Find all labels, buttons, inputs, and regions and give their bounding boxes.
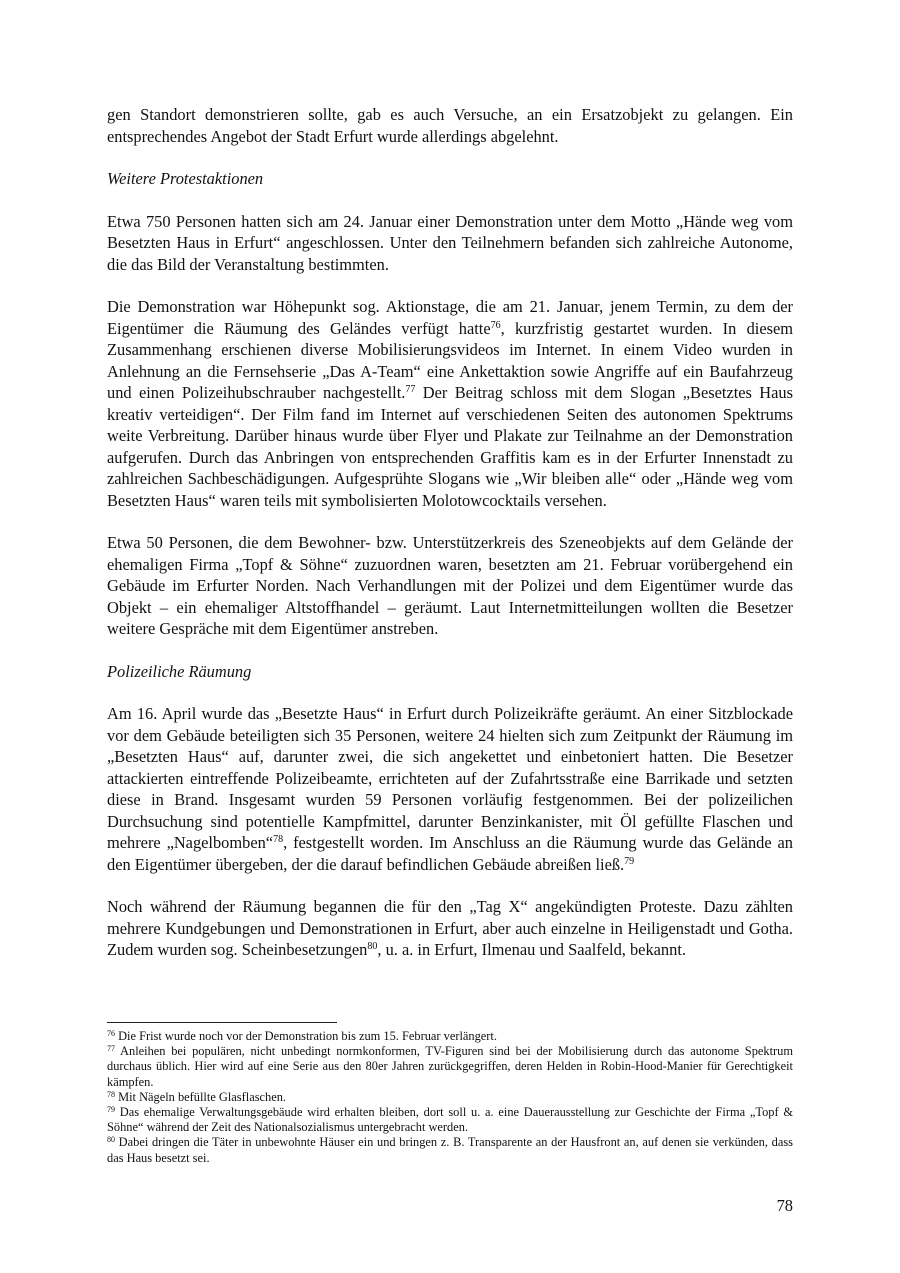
footnote-text: Die Frist wurde noch vor der Demonstration bis zum 15. Februar verlängert. [115, 1029, 497, 1043]
text-segment: , festgestellt worden. Im Anschluss an die Räumung wurde das Gelände an den Eigentümer übergeben, der die darauf befindlichen Gebäude abreißen ließ. [107, 833, 793, 874]
paragraph [107, 703, 793, 875]
footnotes [107, 1029, 793, 1166]
section-heading [107, 168, 793, 190]
footnote [107, 1044, 793, 1090]
text-segment: , u. a. in Erfurt, Ilmenau und Saalfeld, bekannt. [377, 940, 686, 959]
footnote-text: Mit Nägeln befüllte Glasflaschen. [115, 1089, 287, 1104]
text-segment: Die Demonstration war Höhepunkt sog. Aktionstage, die am 21. Januar, jenem Termin, zu dem der Eigentümer die Räumung des Geländes verfügt hatte [107, 297, 793, 338]
footnote-number: 76 [107, 1029, 115, 1038]
footnote [107, 1135, 793, 1165]
footnote [107, 1105, 793, 1135]
section-heading [107, 661, 793, 683]
footnote-number: 80 [107, 1135, 115, 1145]
text-segment: Noch während der Räumung begannen die für den „Tag X“ angekündigten Proteste. Dazu zählten mehrere Kundgebungen und Demonstrationen in Erfurt, aber auch einzelne in Heiligenstadt und Gotha. Zudem wurden sog. Scheinbesetzungen [107, 897, 793, 959]
text-segment: Weitere Protestaktionen [107, 169, 264, 188]
text-segment: , kurzfristig gestartet wurden. In diesem Zusammenhang erschienen diverse Mobilisierungsvideos im Internet. In einem Video wurden in Anlehnung an die Fernsehserie „Das A-Team“ eine Ankettaktion sowie Angriffe auf ein Baufahrzeug und einen Polizeihubschrauber nachgestellt. [107, 318, 793, 402]
paragraph [107, 532, 793, 640]
text-segment: gen Standort demonstrieren sollte, gab es auch Versuche, an ein Ersatzobjekt zu gelangen. Ein entsprechendes Angebot der Stadt Erfurt wurde allerdings abgelehnt. [107, 105, 793, 146]
footnote-reference: 79 [624, 855, 635, 867]
text-segment: Etwa 50 Personen, die dem Bewohner- bzw. Unterstützerkreis des Szeneobjekts auf dem Gelände der ehemaligen Firma „Topf & Söhne“ zuzuordnen waren, besetzten am 21. Februar vorübergehend ein Gebäude im Erfurter Norden. Nach Verhandlungen mit der Polizei und dem Eigentümer wurde das Objekt – ein ehemaliger Altstoffhandel – geräumt. Laut Internetmitteilungen wollten die Besetzer weitere Gespräche mit dem Eigentümer anstreben. [107, 533, 793, 638]
footnote-text: Dabei dringen die Täter in unbewohnte Häuser ein und bringen z. B. Transparente an der Hausfront an, auf denen sie verkünden, dass das Haus besetzt sei. [107, 1135, 793, 1165]
text-segment: Polizeiliche Räumung [107, 661, 252, 681]
text-segment: Etwa 750 Personen hatten sich am 24. Januar einer Demonstration unter dem Motto „Hände weg vom Besetzten Haus in Erfurt“ angeschlossen. Unter den Teilnehmern befanden sich zahlreiche Autonome, die das Bild der Veranstaltung bestimmten. [107, 211, 793, 274]
footnote-number: 77 [107, 1044, 115, 1054]
footnote-number: 79 [107, 1105, 115, 1115]
footnote-text: Anleihen bei populären, nicht unbedingt normkonformen, TV-Figuren sind bei der Mobilisierung durch das autonome Spektrum durchaus üblich. Hier wird auf eine Serie aus den 80er Jahren zurückgegriffen, deren Helden in Robin-Hood-Manier für Gerechtigkeit kämpfen. [107, 1044, 793, 1089]
text-segment: Der Beitrag schloss mit dem Slogan „Besetztes Haus kreativ verteidigen“. Der Film fand im Internet auf verschiedenen Seiten des autonomen Spektrums weite Verbreitung. Darüber hinaus wurde über Flyer und Plakate zur Teilnahme an der Demonstration aufgerufen. Durch das Anbringen von entsprechenden Graffitis kam es in der Erfurter Innenstadt zu zahlreichen Sachbeschädigungen. Aufgesprühte Slogans wie „Wir bleiben alle“ oder „Hände weg vom Besetzten Haus“ waren teils mit symbolisierten Molotowcocktails versehen. [107, 383, 793, 510]
footnote-separator [107, 1022, 337, 1023]
text-segment: Am 16. April wurde das „Besetzte Haus“ in Erfurt durch Polizeikräfte geräumt. An einer Sitzblockade vor dem Gebäude beteiligten sich 35 Personen, weitere 24 hielten sich zum Zeitpunkt der Räumung im „Besetzten Haus“ auf, darunter zwei, die sich angekettet und einbetoniert hatten. Die Besetzer attackierten eintreffende Polizeibeamte, errichteten auf der Zufahrtsstraße eine Barrikade und setzten diese in Brand. Insgesamt wurden 59 Personen vorläufig festgenommen. Bei der polizeilichen Durchsuchung sind potentielle Kampfmittel, darunter Benzinkanister, mit Öl gefüllte Flaschen und mehrere „Nagelbomben“ [107, 704, 793, 852]
footnote-number: 78 [107, 1089, 115, 1099]
footnote-text: Das ehemalige Verwaltungsgebäude wird erhalten bleiben, dort soll u. a. eine Dauerausstellung zur Geschichte der Firma „Topf & Söhne“ während der Zeit des Nationalsozialismus untergebracht werden. [107, 1105, 793, 1135]
page-number: 78 [776, 1196, 793, 1215]
body-text [107, 104, 793, 982]
paragraph [107, 104, 793, 147]
footnote [107, 1029, 793, 1044]
footnote [107, 1090, 793, 1105]
footnote-reference: 80 [367, 941, 378, 952]
footnote-reference: 76 [490, 319, 501, 331]
footnote-reference: 77 [405, 384, 416, 395]
paragraph [107, 296, 793, 511]
paragraph [107, 896, 793, 961]
paragraph [107, 211, 793, 276]
footnote-reference: 78 [273, 834, 284, 845]
